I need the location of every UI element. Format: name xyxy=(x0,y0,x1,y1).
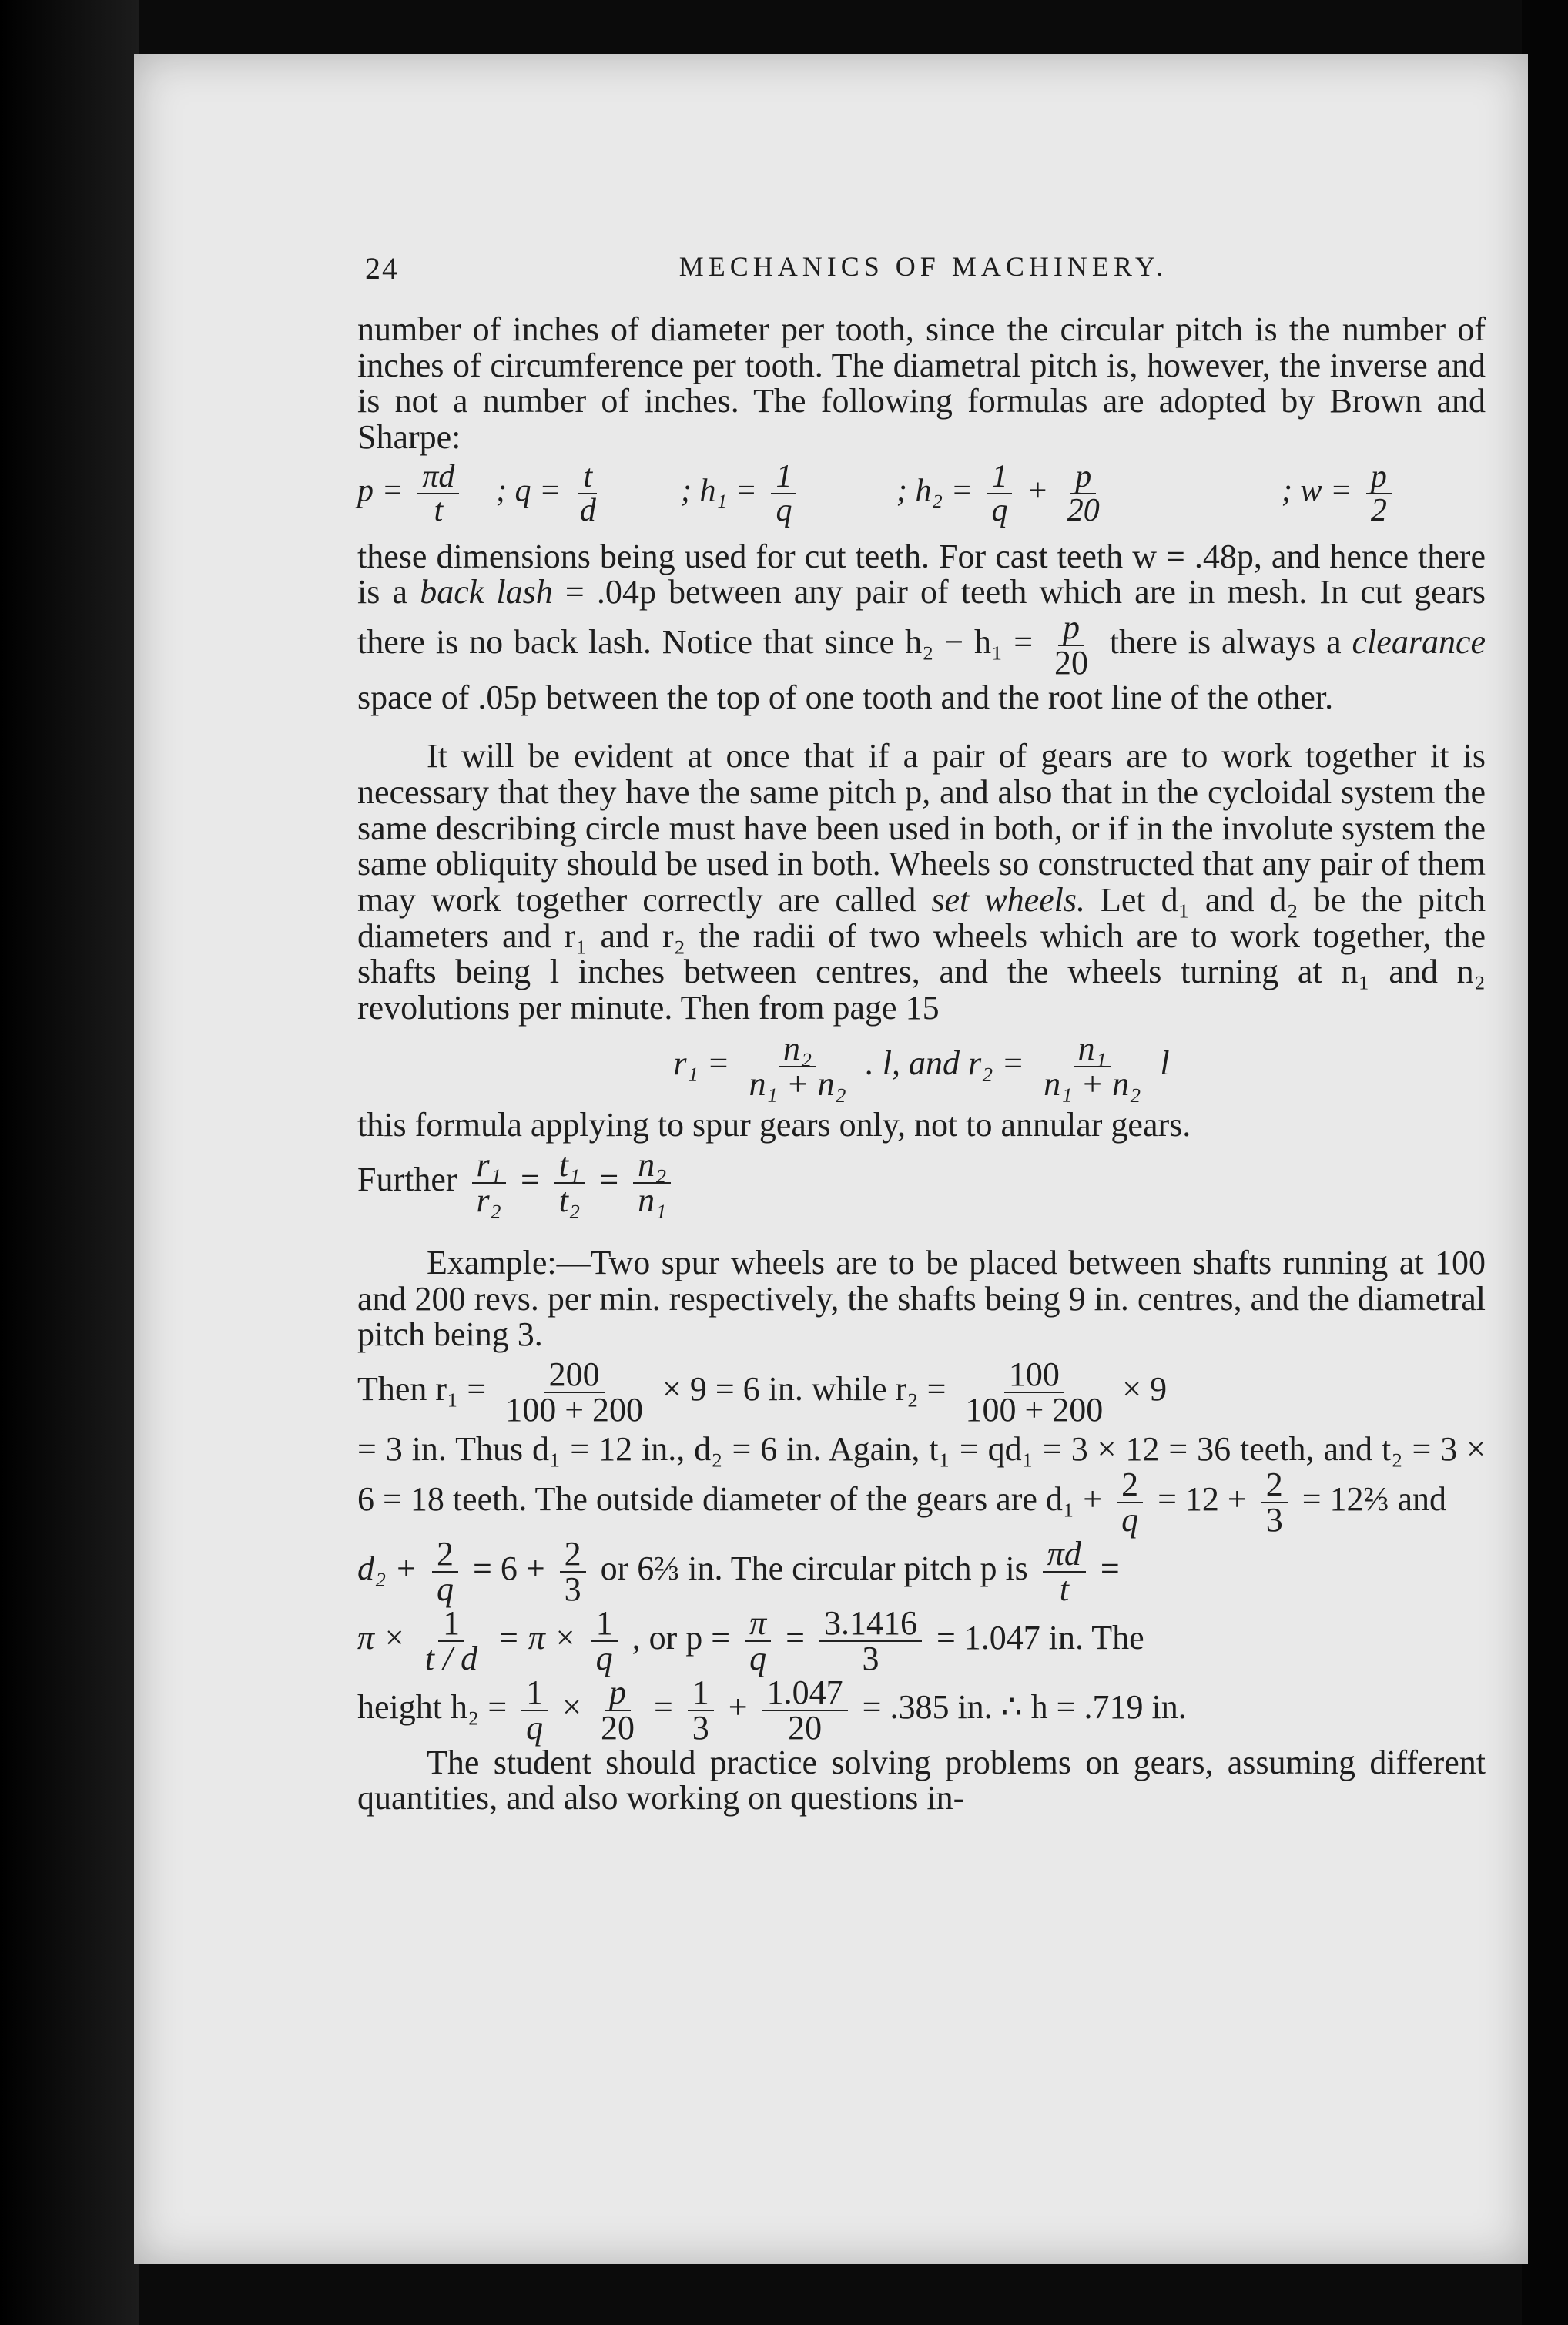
running-head: MECHANICS OF MACHINERY. xyxy=(678,251,1168,282)
formula-p: p = $\frac{\pi d}{t}$ xyxy=(357,461,465,527)
page-header xyxy=(365,250,1482,289)
term-clearance: clearance xyxy=(1352,622,1486,661)
formula-h1: ; h₁ = $\frac{1}{q}$ xyxy=(681,461,802,527)
scanner-left-margin xyxy=(0,0,139,2325)
paragraph-spur-only: this formula applying to spur gears only, not to annular gears. xyxy=(357,1106,1191,1144)
formula-q: ; q = $\frac{t}{d}$ xyxy=(496,458,596,528)
formula-h2: ; h₂ = $\frac{1}{q}$ + $\frac{p}{20}$ xyxy=(896,458,1100,528)
example-teeth-calc: = 3 in. Thus d₁ = 12 in., d₂ = 6 in. Again, t₁ = qd₁ = 3 × 12 = 36 teeth, and t₂ = 3 × 6 = 18 teeth. The outside diameter of the gears are d₁ + $\frac{2}{q}$ = 12 + $\frac{2}{3}$ = 12⅔ and xyxy=(357,1429,1486,1539)
paragraph-set-wheels: It will be evident at once that if a pair of gears are to work together it is necessary that they have the same pitch p, and also that in the cycloidal system the same describing circle must have been used in both, or if in the involute system the same obliquity should be used in both. Wheels so constructed that any pair of them may work together correctly are called set wheels. Let d₁ and d₂ be the pitch diameters and r₁ and r₂ the radii of two wheels which are to work together, the shafts being l inches between centres, and the wheels turning at n₁ and n₂ revolutions per minute. Then from page 15 xyxy=(357,737,1486,1027)
page-number: 24 xyxy=(365,251,399,286)
paragraph-back-lash: these dimensions being used for cut teeth. For cast teeth w = .48p, and hence there is a back lash = .04p between any pair of teeth which are in mesh. In cut gears there is no back lash. Notice that since h₂ − h₁ = $\frac{p}{20}$ there is always a clearance space of .05p between the top of one tooth and the root line of the other. xyxy=(357,537,1486,716)
equation-radii: r₁ = $\frac{\text{n₂}}{\text{n₁ + n₂}}$ . l, and r₂ = $\frac{\text{n₁}}{\text{n₁ + n₂}}$ l xyxy=(673,1030,1170,1104)
term-set-wheels: set wheels. xyxy=(931,880,1085,919)
scanner-right-margin xyxy=(1522,0,1568,2325)
example-height: height h₂ = $\frac{1}{q}$ × $\frac{p}{20}$ = $\frac{1}{3}$ + $\frac{1.047}{20}$ = .385 in. ∴ h = .719 in. xyxy=(357,1673,1187,1747)
example-circular-pitch: π × $\frac{1}{t / d}$ = π × $\frac{1}{q}$ , or p = $\frac{\pi}{q}$ = $\frac{3.1416}{3}$ = 1.047 in. The xyxy=(357,1603,1144,1677)
page-body xyxy=(357,312,1486,1817)
paragraph-example: Example:—Two spur wheels are to be placed between shafts running at 100 and 200 revs. per min. respectively, the shafts being 9 in. centres, and the diametral pitch being 3. xyxy=(357,1244,1486,1354)
example-outside-diameter: d₂ + $\frac{2}{q}$ = 6 + $\frac{2}{3}$ or 6⅔ in. The circular pitch p is $\frac{\pi d}{t}$ = xyxy=(357,1534,1120,1608)
equation-further: Further $\frac{\text{r₁}}{\text{r₂}}$ = $\frac{\text{t₁}}{\text{t₂}}$ = $\frac{\text{n₂}}{\text{n₁}}$ xyxy=(357,1148,1486,1218)
paragraph-pitch-definition: number of inches of diameter per tooth, since the circular pitch is the number of inches of circumference per tooth. The diametral pitch is, however, the inverse and is not a number of inches. The following formulas are adopted by Brown and Sharpe: xyxy=(357,310,1486,456)
term-back-lash: back lash xyxy=(420,573,553,611)
brown-sharpe-formulas xyxy=(357,458,1486,534)
example-radii-calc: Then r₁ = $\frac{200}{100 + 200}$ × 9 = 6 in. while r₂ = $\frac{100}{100 + 200}$ × 9 xyxy=(357,1355,1168,1429)
formula-w: ; w = $\frac{p}{2}$ xyxy=(1282,461,1398,527)
book-page xyxy=(131,54,1528,2264)
paragraph-practice: The student should practice solving problems on gears, assuming different quantities, and also working on questions in- xyxy=(357,1743,1486,1817)
